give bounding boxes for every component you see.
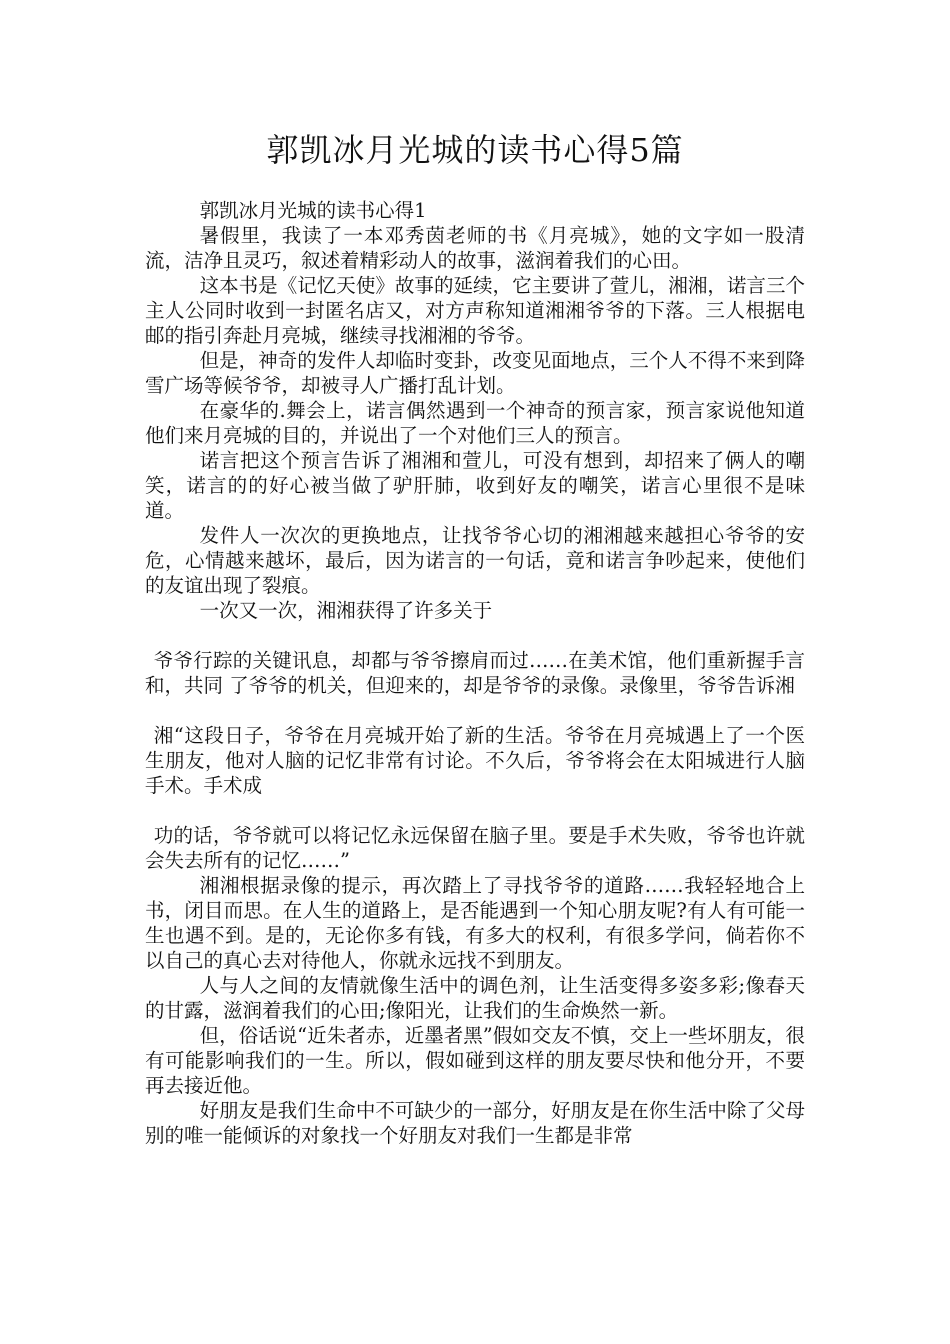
- document-title: 郭凯冰月光城的读书心得5篇: [266, 131, 684, 169]
- document-body: [145, 198, 805, 1148]
- paragraph: 湘湘根据录像的提示，再次踏上了寻找爷爷的道路……我轻轻地合上书，闭目而思。在人生的道路上，是否能遇到一个知心朋友呢?有人有可能一生也遇不到。是的，无论你多有钱，有多大的权利，有很多学问，倘若你不以自己的真心去对待他人，你就永远找不到朋友。: [145, 874, 805, 972]
- paragraph: 在豪华的.舞会上，诺言偶然遇到一个神奇的预言家，预言家说他知道他们来月亮城的目的，并说出了一个对他们三人的预言。: [145, 399, 805, 447]
- paragraph: 一次又一次，湘湘获得了许多关于: [199, 599, 493, 622]
- paragraph: 功的话，爷爷就可以将记忆永远保留在脑子里。要是手术失败，爷爷也许就会失去所有的记忆……”: [145, 824, 805, 872]
- paragraph: 但是，神奇的发件人却临时变卦，改变见面地点，三个人不得不来到降雪广场等候爷爷，却被寻人广播打乱计划。: [145, 349, 805, 397]
- paragraph-gap: [145, 798, 805, 823]
- paragraph: 人与人之间的友情就像生活中的调色剂，让生活变得多姿多彩;像春天的甘露，滋润着我们的心田;像阳光，让我们的生命焕然一新。: [145, 974, 805, 1022]
- paragraph: 爷爷行踪的关键讯息，却都与爷爷擦肩而过……在美术馆，他们重新握手言和，共同 了爷爷的机关，但迎来的，却是爷爷的录像。录像里，爷爷告诉湘: [145, 649, 805, 697]
- paragraph-gap: [145, 623, 805, 648]
- section-heading: 郭凯冰月光城的读书心得1: [199, 199, 427, 222]
- paragraph: 发件人一次次的更换地点，让找爷爷心切的湘湘越来越担心爷爷的安危，心情越来越坏，最后，因为诺言的一句话，竟和诺言争吵起来，使他们的友谊出现了裂痕。: [145, 524, 805, 597]
- paragraph-gap: [145, 698, 805, 723]
- paragraph: 这本书是《记忆天使》故事的延续，它主要讲了萱儿，湘湘，诺言三个主人公同时收到一封匿名店又，对方声称知道湘湘爷爷的下落。三人根据电邮的指引奔赴月亮城，继续寻找湘湘的爷爷。: [145, 274, 805, 347]
- paragraph: 暑假里，我读了一本邓秀茵老师的书《月亮城》，她的文字如一股清流，洁净且灵巧，叙述着精彩动人的故事，滋润着我们的心田。: [145, 224, 805, 272]
- paragraph: 但，俗话说“近朱者赤，近墨者黑”假如交友不慎，交上一些坏朋友，很有可能影响我们的一生。所以，假如碰到这样的朋友要尽快和他分开，不要再去接近他。: [145, 1024, 805, 1097]
- paragraph: 诺言把这个预言告诉了湘湘和萱儿，可没有想到，却招来了俩人的嘲笑，诺言的的好心被当做了驴肝肺，收到好友的嘲笑，诺言心里很不是味道。: [145, 449, 805, 522]
- paragraph: 好朋友是我们生命中不可缺少的一部分，好朋友是在你生活中除了父母别的唯一能倾诉的对象找一个好朋友对我们一生都是非常: [145, 1099, 805, 1147]
- paragraph: 湘“这段日子，爷爷在月亮城开始了新的生活。爷爷在月亮城遇上了一个医生朋友，他对人脑的记忆非常有讨论。不久后，爷爷将会在太阳城进行人脑手术。手术成: [145, 724, 805, 797]
